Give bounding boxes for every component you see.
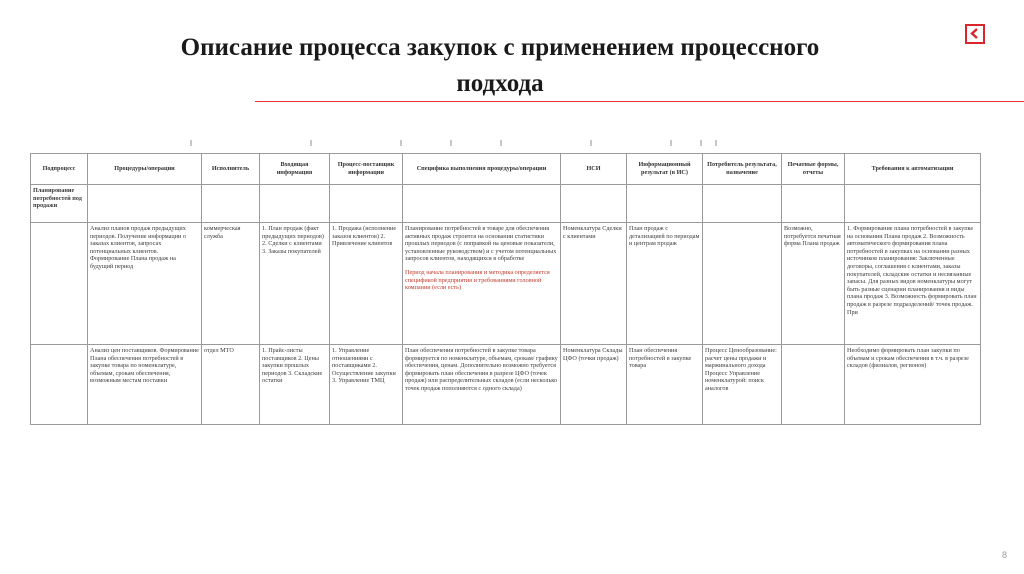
table-cell (782, 345, 845, 425)
table-cell: 1. Формирование плана потребностей в закупке на основании Плана продаж 2. Возможность автоматического формирования плана потребностей в закупках на основании разных источников планирования: Заключенные договоры, соглашения с клиентами, заказы покупателей, складские остатки и несвязанные запасы. Для разных видов номенклатуры могут быть разные сценарии планирования и виды плана продаж 3. Возможность формировать план продаж в разрезе подразделений/ точек продаж. При (845, 223, 981, 345)
table-cell: 1. Прайс-листы поставщиков 2. Цены закупки прошлых периодов 3. Складские остатки (260, 345, 330, 425)
header-cell: Процесс-поставщик информации (330, 154, 403, 185)
header-cell: Подпроцесс (31, 154, 88, 185)
header-cell: Входящая информация (260, 154, 330, 185)
header-cell: Исполнитель (202, 154, 260, 185)
table-cell: План обеспечения потребностей в закупке товара формируется по номенклатуре, объемам, срокам/ графику обеспечения, ценам. Дополнительно возможно требуется формировать план обеспечения в разрезе ЦФО (точек продаж) или распределительных складов (если несколько точек продаж пополняются с одного склада) (403, 345, 561, 425)
specifics-text: Планирование потребностей в товаре для обеспечения активных продаж строится на основании статистики прошлых периодов (с поправкой на ценовые показатели, установленные руководством) и с учетом потенциальных запросов клиентов, находящихся в обработке (405, 225, 557, 263)
table-cell: 1. Продажа (исполнение заказов клиентов) 2. Привлечение клиентов (330, 223, 403, 345)
table-cell (31, 345, 88, 425)
slide-title (60, 30, 940, 102)
title-underline (255, 101, 1024, 102)
header-cell: Процедуры/операции (88, 154, 202, 185)
table-cell: отдел МТО (202, 345, 260, 425)
table-cell: Анализ цен поставщиков. Формирование Плана обеспечения потребностей в закупке товара по номенклатуре, объемам, срокам обеспечения, возможным местам поставки (88, 345, 202, 425)
slide-title-line-2: подхода (456, 70, 544, 97)
table-cell: 1. Управление отношениями с поставщиками 2. Осуществление закупки 3. Управление ТМЦ (330, 345, 403, 425)
table-cell: коммерческая служба (202, 223, 260, 345)
faint-header-marks (170, 140, 730, 146)
table-cell: Анализ планов продаж предыдущих периодов. Получение информации о заказах клиентов, запросах потенциальных клиентов. Формирование Плана продаж на будущий период (88, 223, 202, 345)
slide-title-line-1: Описание процесса закупок с применением процессного (180, 34, 820, 61)
subprocess-row (31, 185, 981, 223)
table-cell: 1. План продаж (факт предыдущих периодов) 2. Сделки с клиентами 3. Заказы покупателей (260, 223, 330, 345)
page-number: 8 (1001, 550, 1007, 560)
table-cell (403, 223, 561, 345)
table-cell (31, 223, 88, 345)
table-row (31, 223, 981, 345)
table-cell: Номенклатура Склады ЦФО (точки продаж) (561, 345, 627, 425)
chevron-left-icon (969, 28, 980, 39)
table-cell: Возможно, потребуется печатная форма Плана продаж (782, 223, 845, 345)
back-arrow-logo-icon[interactable] (965, 24, 985, 44)
table-cell: Процесс Ценообразование: расчет цены продажи и маржинального дохода Процесс Управление номенклатурой: поиск аналогов (703, 345, 782, 425)
specifics-note: Период начала планирования и методика определяется спецификой предприятия и требованиями головной компании (если есть) (405, 268, 550, 292)
table-cell: Необходимо формировать план закупки по объемам и срокам обеспечения в т.ч. в разрезе складов (филиалов, регионов) (845, 345, 981, 425)
table-row (31, 345, 981, 425)
table-cell: План обеспечения потребностей в закупке товара (627, 345, 703, 425)
header-cell: Потребитель результата, назначение (703, 154, 782, 185)
table-cell (703, 223, 782, 345)
header-cell: Требования к автоматизации (845, 154, 981, 185)
header-cell: Информационный результат (в ИС) (627, 154, 703, 185)
table-cell: План продаж с детализацией по периодам и центрам продаж (627, 223, 703, 345)
table-cell: Номенклатура Сделки с клиентами (561, 223, 627, 345)
table-header-row (31, 154, 981, 185)
subprocess-label: Планирование потребностей под продажи (31, 185, 88, 223)
process-table (30, 153, 981, 425)
header-cell: Специфика выполнения процедуры/операции (403, 154, 561, 185)
header-cell: НСИ (561, 154, 627, 185)
header-cell: Печатные формы, отчеты (782, 154, 845, 185)
